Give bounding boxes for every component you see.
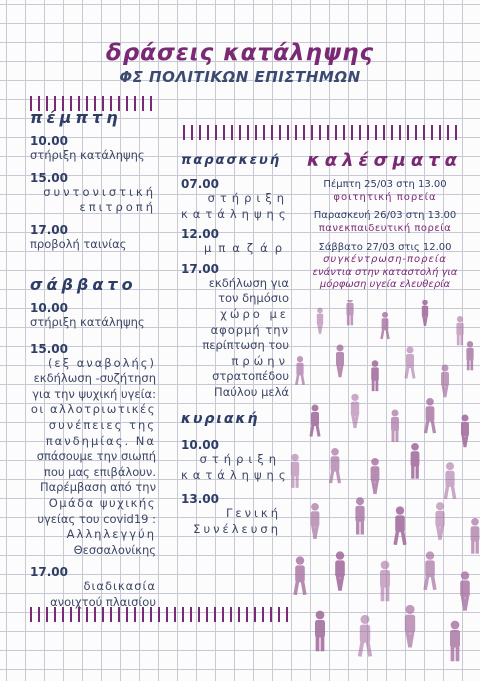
saturday-line: σπάσουμε την σιωπή — [36, 449, 156, 464]
person-silhouette — [293, 556, 306, 595]
saturday-line: Θεσσαλονίκης — [73, 542, 156, 557]
call-3-date: Σάββατο 27/03 στις 12.00 — [318, 242, 452, 253]
tick-decoration-top-right — [183, 125, 457, 140]
person-silhouette — [329, 448, 341, 483]
friday-line: Παύλου μελά — [214, 384, 289, 399]
saturday-line: εκδήλωση -συζήτηση — [33, 371, 156, 386]
friday-line: εκδήλωση για — [208, 275, 289, 290]
person-silhouette — [441, 365, 449, 398]
call-2-date: Παρασκευή 26/03 στη 13.00 — [313, 210, 457, 221]
person-silhouette — [471, 518, 480, 554]
person-silhouette — [315, 611, 325, 652]
person-silhouette — [460, 571, 470, 611]
call-2 — [307, 209, 463, 235]
friday-line: πρώην — [231, 353, 289, 368]
person-silhouette — [435, 502, 444, 540]
saturday-line: που μας επιβάλουν. — [43, 464, 156, 479]
saturday-line: για την ψυχική υγεία: — [32, 386, 156, 401]
person-silhouette — [371, 360, 379, 391]
saturday-time-1: 10.00 — [30, 301, 68, 315]
saturday-line: πανδημίας. Να — [45, 433, 156, 448]
friday-time-1: 07.00 — [181, 177, 219, 191]
friday-line: αφορμή την — [210, 322, 289, 337]
person-silhouette — [393, 506, 406, 545]
sunday-time-2: 13.00 — [181, 492, 219, 507]
saturday-line: Αλληλεγγύη — [66, 527, 156, 542]
thursday-heading: πέμπτη — [30, 108, 122, 127]
person-silhouette — [317, 308, 323, 334]
friday-line: περίπτωση του — [202, 338, 289, 353]
thursday-text-1: στήριξη κατάληψης — [30, 148, 145, 162]
person-silhouette — [380, 561, 390, 602]
friday-time-2: 12.00 — [181, 227, 219, 242]
person-silhouette — [336, 345, 344, 378]
person-silhouette — [444, 462, 457, 499]
saturday-line: (εξ αναβολής) — [47, 355, 156, 370]
call-3 — [307, 241, 463, 292]
sunday-heading: κυριακή — [181, 411, 260, 427]
person-silhouette — [404, 347, 415, 379]
call-1-event: φοιτητική πορεία — [333, 192, 437, 203]
person-silhouette — [450, 621, 460, 662]
thursday-time-2: 15.00 — [30, 170, 68, 185]
friday-heading: παρασκευή — [181, 153, 282, 168]
saturday-text-2 — [30, 356, 156, 559]
person-silhouette — [295, 356, 305, 385]
person-silhouette — [411, 443, 420, 479]
person-silhouette — [371, 458, 380, 494]
person-silhouette — [309, 405, 320, 437]
call-3-line: συγκέντρωση-πορεία — [323, 254, 447, 265]
call-1 — [307, 178, 463, 204]
person-silhouette — [358, 615, 372, 657]
thursday-text-2a: συντονιστική — [43, 184, 156, 199]
person-silhouette — [311, 503, 320, 539]
person-silhouette — [346, 300, 353, 325]
friday-text-2: μπαζάρ — [204, 241, 289, 256]
saturday-text-3a: διαδικασία — [83, 579, 156, 594]
call-3-line: μόρφωση υγεία ελευθερία — [319, 279, 451, 290]
saturday-section — [30, 275, 156, 611]
call-2-event: πανεκπαιδευτική πορεία — [318, 223, 452, 234]
person-silhouette — [461, 415, 469, 448]
friday-text-1a: στήριξη — [207, 191, 289, 205]
saturday-text-1: στήριξη κατάληψης — [30, 315, 145, 329]
friday-line: στρατοπέδου — [212, 369, 289, 384]
sunday-section — [181, 411, 291, 537]
friday-text-3 — [181, 276, 289, 401]
saturday-time-2: 15.00 — [30, 341, 68, 356]
thursday-text-3: προβολή ταινίας — [30, 236, 127, 251]
friday-line: τον δημόσιο — [218, 291, 289, 306]
thursday-section — [30, 108, 156, 252]
person-silhouette — [351, 394, 359, 429]
person-silhouette — [466, 341, 473, 370]
person-silhouette — [291, 454, 299, 488]
saturday-text-3b: ανοιχτού πλαισίου — [50, 594, 156, 609]
call-3-line: ενάντια στην καταστολή για — [312, 266, 458, 278]
saturday-time-3: 17.00 — [30, 565, 68, 580]
person-silhouette — [422, 300, 428, 326]
friday-time-3: 17.00 — [181, 261, 219, 276]
friday-text-1b: κατάληψης — [181, 206, 291, 221]
sunday-text-2a: Γενική — [225, 506, 281, 521]
person-silhouette — [380, 312, 389, 339]
poster-title: δράσεις κατάληψης — [105, 40, 375, 66]
sunday-time-1: 10.00 — [181, 438, 219, 452]
person-silhouette — [424, 398, 436, 433]
person-silhouette — [391, 410, 399, 443]
person-silhouette — [355, 497, 364, 534]
saturday-line: Ομάδα ψυχικής — [48, 495, 156, 510]
saturday-line: υγείας του covid19 : — [37, 511, 156, 526]
crowd-illustration — [280, 300, 480, 681]
saturday-line: Παρέμβαση από την — [39, 480, 156, 495]
saturday-heading: σάββατο — [30, 275, 137, 294]
sunday-text-1a: στήριξη — [199, 452, 281, 466]
saturday-line: οι αλλοτριωτικές — [30, 402, 156, 417]
person-silhouette — [405, 605, 415, 648]
person-silhouette — [456, 316, 463, 345]
person-silhouette — [335, 551, 345, 591]
saturday-line: συνέπειες της — [48, 417, 156, 432]
thursday-time-3: 17.00 — [30, 222, 68, 237]
friday-line: χώρο με — [220, 306, 289, 321]
person-silhouette — [423, 551, 436, 590]
call-1-date: Πέμπτη 25/03 στη 13.00 — [323, 179, 447, 190]
friday-section — [181, 153, 289, 401]
sunday-text-1b: κατάληψης — [181, 467, 291, 482]
calls-heading: καλέσματα — [307, 150, 463, 171]
poster-subtitle: ΦΣ ΠΟΛΙΤΙΚΩΝ ΕΠΙΣΤΗΜΩΝ — [119, 68, 361, 86]
sunday-text-2b: Συνέλευση — [193, 521, 281, 536]
thursday-text-2b: επιτροπή — [79, 200, 156, 215]
thursday-time-1: 10.00 — [30, 134, 68, 148]
